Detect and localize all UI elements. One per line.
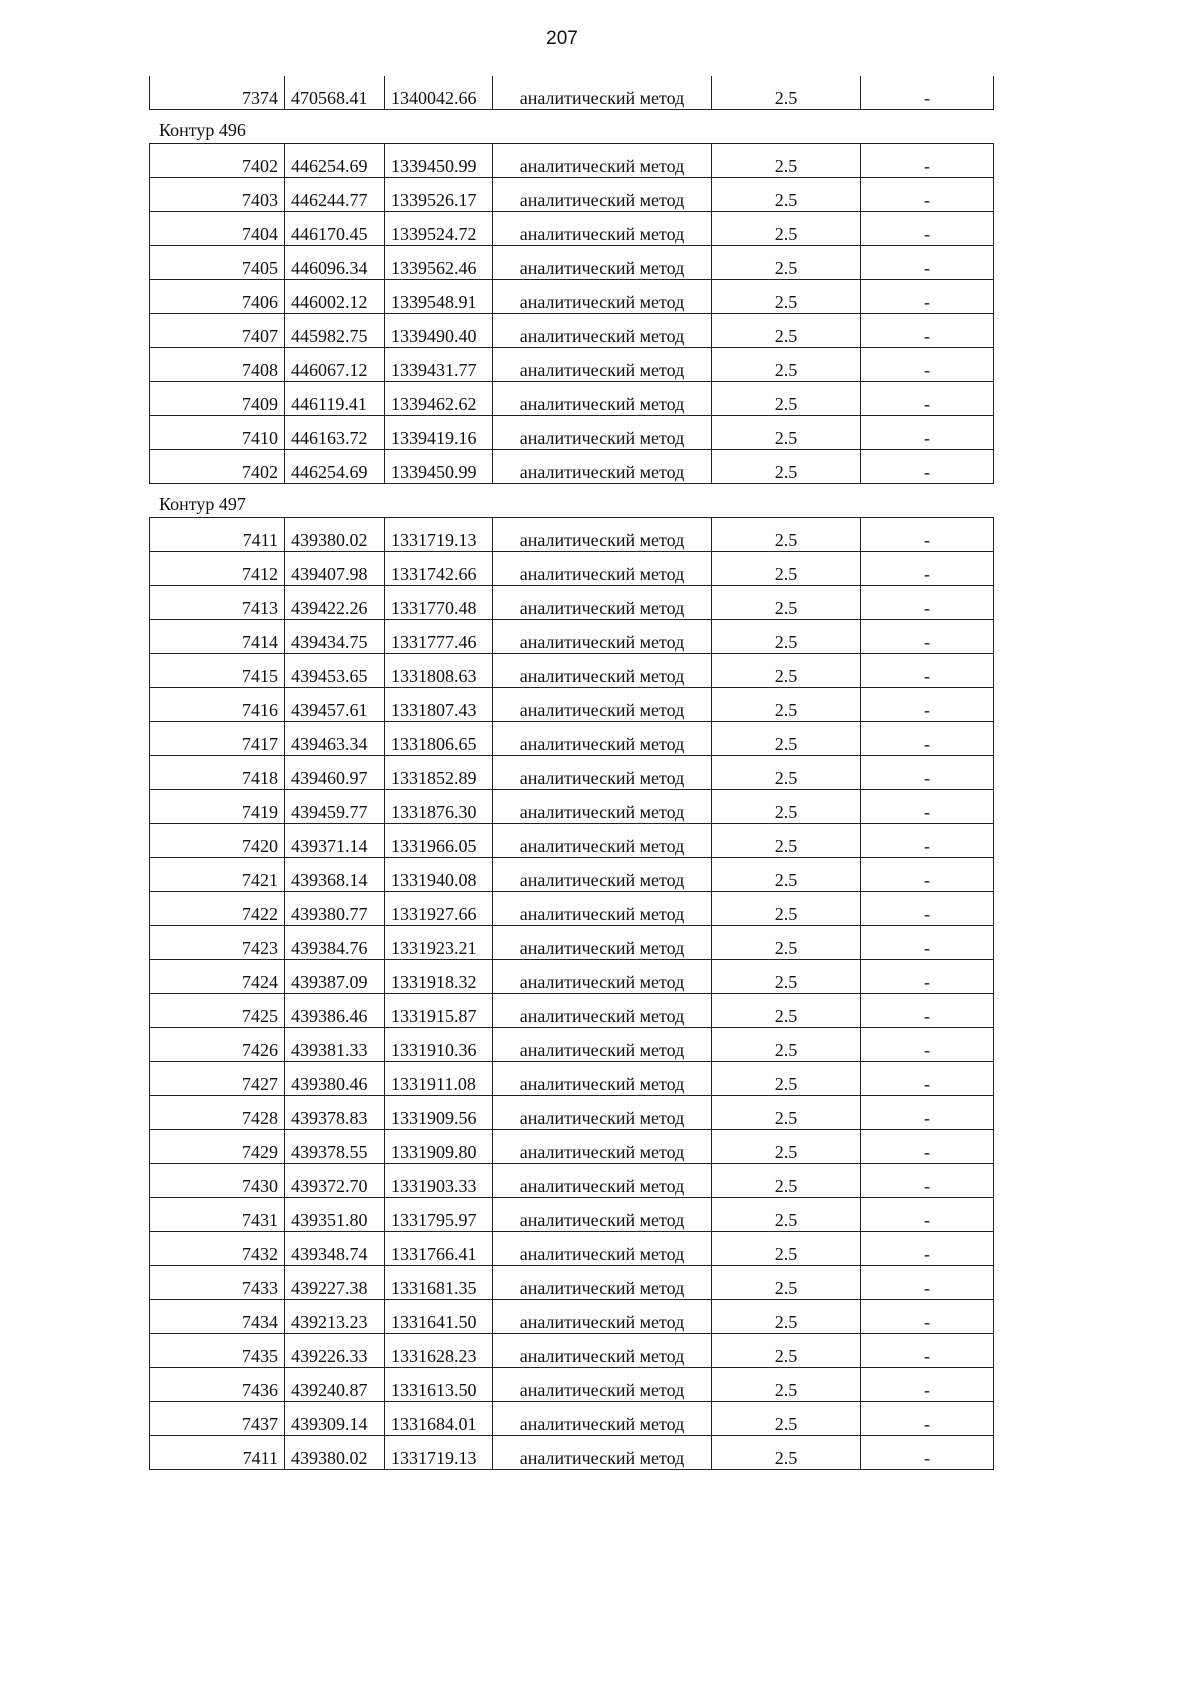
accuracy-value: 2.5	[712, 552, 861, 586]
accuracy-value: 2.5	[712, 756, 861, 790]
point-number: 7406	[150, 280, 285, 314]
y-coordinate: 1339548.91	[385, 280, 493, 314]
y-coordinate: 1339526.17	[385, 178, 493, 212]
x-coordinate: 446254.69	[285, 144, 385, 178]
x-coordinate: 446244.77	[285, 178, 385, 212]
point-number: 7410	[150, 416, 285, 450]
accuracy-value: 2.5	[712, 1130, 861, 1164]
determination-method: аналитический метод	[493, 926, 712, 960]
determination-method: аналитический метод	[493, 892, 712, 926]
y-coordinate: 1331852.89	[385, 756, 493, 790]
accuracy-value: 2.5	[712, 892, 861, 926]
accuracy-value: 2.5	[712, 178, 861, 212]
point-number: 7427	[150, 1062, 285, 1096]
point-number: 7418	[150, 756, 285, 790]
point-number: 7402	[150, 450, 285, 484]
description-cell: -	[861, 1198, 994, 1232]
point-number: 7421	[150, 858, 285, 892]
description-cell: -	[861, 348, 994, 382]
point-number: 7411	[150, 518, 285, 552]
determination-method: аналитический метод	[493, 348, 712, 382]
table-row	[150, 1266, 994, 1300]
point-number: 7403	[150, 178, 285, 212]
description-cell: -	[861, 1436, 994, 1470]
table-row	[150, 1096, 994, 1130]
x-coordinate: 439434.75	[285, 620, 385, 654]
point-number: 7423	[150, 926, 285, 960]
y-coordinate: 1339490.40	[385, 314, 493, 348]
table-row	[150, 348, 994, 382]
coordinates-table	[149, 76, 994, 110]
description-cell: -	[861, 382, 994, 416]
point-number: 7407	[150, 314, 285, 348]
description-cell: -	[861, 960, 994, 994]
description-cell: -	[861, 892, 994, 926]
y-coordinate: 1331911.08	[385, 1062, 493, 1096]
table-row	[150, 756, 994, 790]
coordinates-table	[149, 517, 994, 1470]
accuracy-value: 2.5	[712, 212, 861, 246]
y-coordinate: 1339419.16	[385, 416, 493, 450]
y-coordinate: 1331719.13	[385, 1436, 493, 1470]
description-cell: -	[861, 1096, 994, 1130]
point-number: 7409	[150, 382, 285, 416]
point-number: 7408	[150, 348, 285, 382]
x-coordinate: 439453.65	[285, 654, 385, 688]
accuracy-value: 2.5	[712, 620, 861, 654]
table-row	[150, 450, 994, 484]
table-row	[150, 858, 994, 892]
x-coordinate: 439227.38	[285, 1266, 385, 1300]
description-cell: -	[861, 1232, 994, 1266]
table-row	[150, 416, 994, 450]
point-number: 7424	[150, 960, 285, 994]
table-row	[150, 314, 994, 348]
determination-method: аналитический метод	[493, 1198, 712, 1232]
y-coordinate: 1331808.63	[385, 654, 493, 688]
table-row	[150, 722, 994, 756]
description-cell: -	[861, 76, 994, 110]
determination-method: аналитический метод	[493, 178, 712, 212]
accuracy-value: 2.5	[712, 518, 861, 552]
x-coordinate: 439460.97	[285, 756, 385, 790]
determination-method: аналитический метод	[493, 586, 712, 620]
y-coordinate: 1331807.43	[385, 688, 493, 722]
table-row	[150, 280, 994, 314]
table-row	[150, 178, 994, 212]
point-number: 7425	[150, 994, 285, 1028]
point-number: 7433	[150, 1266, 285, 1300]
accuracy-value: 2.5	[712, 654, 861, 688]
table-row	[150, 654, 994, 688]
point-number: 7412	[150, 552, 285, 586]
coordinates-document	[149, 76, 993, 1470]
determination-method: аналитический метод	[493, 76, 712, 110]
table-row	[150, 1334, 994, 1368]
determination-method: аналитический метод	[493, 1300, 712, 1334]
y-coordinate: 1331918.32	[385, 960, 493, 994]
accuracy-value: 2.5	[712, 1368, 861, 1402]
x-coordinate: 439386.46	[285, 994, 385, 1028]
determination-method: аналитический метод	[493, 1334, 712, 1368]
table-row	[150, 1130, 994, 1164]
accuracy-value: 2.5	[712, 790, 861, 824]
x-coordinate: 439384.76	[285, 926, 385, 960]
x-coordinate: 439380.02	[285, 1436, 385, 1470]
table-row	[150, 1198, 994, 1232]
accuracy-value: 2.5	[712, 416, 861, 450]
table-row	[150, 688, 994, 722]
description-cell: -	[861, 246, 994, 280]
determination-method: аналитический метод	[493, 790, 712, 824]
accuracy-value: 2.5	[712, 348, 861, 382]
determination-method: аналитический метод	[493, 518, 712, 552]
description-cell: -	[861, 1334, 994, 1368]
y-coordinate: 1331910.36	[385, 1028, 493, 1062]
table-row	[150, 960, 994, 994]
determination-method: аналитический метод	[493, 994, 712, 1028]
accuracy-value: 2.5	[712, 586, 861, 620]
accuracy-value: 2.5	[712, 1436, 861, 1470]
x-coordinate: 446002.12	[285, 280, 385, 314]
description-cell: -	[861, 314, 994, 348]
x-coordinate: 439457.61	[285, 688, 385, 722]
description-cell: -	[861, 1402, 994, 1436]
accuracy-value: 2.5	[712, 144, 861, 178]
description-cell: -	[861, 178, 994, 212]
x-coordinate: 446096.34	[285, 246, 385, 280]
accuracy-value: 2.5	[712, 382, 861, 416]
determination-method: аналитический метод	[493, 620, 712, 654]
y-coordinate: 1331927.66	[385, 892, 493, 926]
point-number: 7416	[150, 688, 285, 722]
description-cell: -	[861, 620, 994, 654]
x-coordinate: 446254.69	[285, 450, 385, 484]
table-row	[150, 1300, 994, 1334]
table-row	[150, 1062, 994, 1096]
determination-method: аналитический метод	[493, 1368, 712, 1402]
accuracy-value: 2.5	[712, 994, 861, 1028]
accuracy-value: 2.5	[712, 688, 861, 722]
point-number: 7404	[150, 212, 285, 246]
x-coordinate: 439372.70	[285, 1164, 385, 1198]
x-coordinate: 439240.87	[285, 1368, 385, 1402]
y-coordinate: 1339450.99	[385, 144, 493, 178]
point-number: 7419	[150, 790, 285, 824]
page-number: 207	[546, 28, 578, 49]
x-coordinate: 439368.14	[285, 858, 385, 892]
point-number: 7414	[150, 620, 285, 654]
y-coordinate: 1339431.77	[385, 348, 493, 382]
accuracy-value: 2.5	[712, 824, 861, 858]
y-coordinate: 1331940.08	[385, 858, 493, 892]
description-cell: -	[861, 144, 994, 178]
point-number: 7428	[150, 1096, 285, 1130]
description-cell: -	[861, 1300, 994, 1334]
table-row	[150, 1436, 994, 1470]
coordinates-table	[149, 143, 994, 484]
y-coordinate: 1331909.80	[385, 1130, 493, 1164]
accuracy-value: 2.5	[712, 280, 861, 314]
x-coordinate: 439422.26	[285, 586, 385, 620]
accuracy-value: 2.5	[712, 1334, 861, 1368]
accuracy-value: 2.5	[712, 1266, 861, 1300]
description-cell: -	[861, 994, 994, 1028]
description-cell: -	[861, 280, 994, 314]
accuracy-value: 2.5	[712, 314, 861, 348]
y-coordinate: 1331806.65	[385, 722, 493, 756]
description-cell: -	[861, 790, 994, 824]
determination-method: аналитический метод	[493, 314, 712, 348]
determination-method: аналитический метод	[493, 280, 712, 314]
point-number: 7426	[150, 1028, 285, 1062]
y-coordinate: 1339462.62	[385, 382, 493, 416]
table-row	[150, 926, 994, 960]
determination-method: аналитический метод	[493, 1436, 712, 1470]
y-coordinate: 1339450.99	[385, 450, 493, 484]
table-row	[150, 586, 994, 620]
accuracy-value: 2.5	[712, 858, 861, 892]
table-row	[150, 518, 994, 552]
table-row	[150, 994, 994, 1028]
point-number: 7405	[150, 246, 285, 280]
point-number: 7415	[150, 654, 285, 688]
y-coordinate: 1331966.05	[385, 824, 493, 858]
point-number: 7429	[150, 1130, 285, 1164]
x-coordinate: 439226.33	[285, 1334, 385, 1368]
accuracy-value: 2.5	[712, 1300, 861, 1334]
determination-method: аналитический метод	[493, 382, 712, 416]
determination-method: аналитический метод	[493, 416, 712, 450]
determination-method: аналитический метод	[493, 212, 712, 246]
table-row	[150, 620, 994, 654]
table-row	[150, 892, 994, 926]
description-cell: -	[861, 1164, 994, 1198]
x-coordinate: 470568.41	[285, 76, 385, 110]
point-number: 7434	[150, 1300, 285, 1334]
x-coordinate: 445982.75	[285, 314, 385, 348]
point-number: 7411	[150, 1436, 285, 1470]
table-row	[150, 1232, 994, 1266]
determination-method: аналитический метод	[493, 824, 712, 858]
y-coordinate: 1331777.46	[385, 620, 493, 654]
x-coordinate: 439371.14	[285, 824, 385, 858]
determination-method: аналитический метод	[493, 1062, 712, 1096]
y-coordinate: 1339524.72	[385, 212, 493, 246]
description-cell: -	[861, 1028, 994, 1062]
accuracy-value: 2.5	[712, 1096, 861, 1130]
determination-method: аналитический метод	[493, 858, 712, 892]
x-coordinate: 446163.72	[285, 416, 385, 450]
x-coordinate: 439378.83	[285, 1096, 385, 1130]
description-cell: -	[861, 722, 994, 756]
table-row	[150, 552, 994, 586]
x-coordinate: 439459.77	[285, 790, 385, 824]
description-cell: -	[861, 1062, 994, 1096]
description-cell: -	[861, 586, 994, 620]
table-row	[150, 382, 994, 416]
contour-label: Контур 497	[159, 494, 246, 514]
accuracy-value: 2.5	[712, 1402, 861, 1436]
description-cell: -	[861, 212, 994, 246]
determination-method: аналитический метод	[493, 722, 712, 756]
table-row	[150, 144, 994, 178]
y-coordinate: 1339562.46	[385, 246, 493, 280]
determination-method: аналитический метод	[493, 1130, 712, 1164]
description-cell: -	[861, 926, 994, 960]
y-coordinate: 1331770.48	[385, 586, 493, 620]
point-number: 7430	[150, 1164, 285, 1198]
point-number: 7422	[150, 892, 285, 926]
determination-method: аналитический метод	[493, 688, 712, 722]
point-number: 7432	[150, 1232, 285, 1266]
x-coordinate: 439348.74	[285, 1232, 385, 1266]
point-number: 7417	[150, 722, 285, 756]
determination-method: аналитический метод	[493, 654, 712, 688]
accuracy-value: 2.5	[712, 722, 861, 756]
accuracy-value: 2.5	[712, 1062, 861, 1096]
accuracy-value: 2.5	[712, 926, 861, 960]
determination-method: аналитический метод	[493, 1096, 712, 1130]
accuracy-value: 2.5	[712, 1198, 861, 1232]
x-coordinate: 439378.55	[285, 1130, 385, 1164]
x-coordinate: 439309.14	[285, 1402, 385, 1436]
x-coordinate: 446170.45	[285, 212, 385, 246]
point-number: 7437	[150, 1402, 285, 1436]
table-row	[150, 1164, 994, 1198]
y-coordinate: 1331719.13	[385, 518, 493, 552]
table-row	[150, 1402, 994, 1436]
point-number: 7374	[150, 76, 285, 110]
description-cell: -	[861, 416, 994, 450]
description-cell: -	[861, 518, 994, 552]
y-coordinate: 1331613.50	[385, 1368, 493, 1402]
y-coordinate: 1331876.30	[385, 790, 493, 824]
y-coordinate: 1331681.35	[385, 1266, 493, 1300]
accuracy-value: 2.5	[712, 1028, 861, 1062]
x-coordinate: 446067.12	[285, 348, 385, 382]
determination-method: аналитический метод	[493, 1164, 712, 1198]
accuracy-value: 2.5	[712, 246, 861, 280]
x-coordinate: 439380.02	[285, 518, 385, 552]
y-coordinate: 1340042.66	[385, 76, 493, 110]
description-cell: -	[861, 1266, 994, 1300]
determination-method: аналитический метод	[493, 552, 712, 586]
description-cell: -	[861, 552, 994, 586]
point-number: 7435	[150, 1334, 285, 1368]
description-cell: -	[861, 1368, 994, 1402]
y-coordinate: 1331909.56	[385, 1096, 493, 1130]
y-coordinate: 1331915.87	[385, 994, 493, 1028]
y-coordinate: 1331795.97	[385, 1198, 493, 1232]
accuracy-value: 2.5	[712, 960, 861, 994]
accuracy-value: 2.5	[712, 450, 861, 484]
table-row	[150, 246, 994, 280]
x-coordinate: 439407.98	[285, 552, 385, 586]
determination-method: аналитический метод	[493, 1232, 712, 1266]
x-coordinate: 439381.33	[285, 1028, 385, 1062]
description-cell: -	[861, 1130, 994, 1164]
point-number: 7402	[150, 144, 285, 178]
x-coordinate: 439213.23	[285, 1300, 385, 1334]
contour-label: Контур 496	[159, 120, 246, 140]
determination-method: аналитический метод	[493, 450, 712, 484]
accuracy-value: 2.5	[712, 76, 861, 110]
x-coordinate: 439387.09	[285, 960, 385, 994]
point-number: 7420	[150, 824, 285, 858]
table-row	[150, 76, 994, 110]
determination-method: аналитический метод	[493, 960, 712, 994]
description-cell: -	[861, 654, 994, 688]
y-coordinate: 1331923.21	[385, 926, 493, 960]
accuracy-value: 2.5	[712, 1232, 861, 1266]
x-coordinate: 439380.46	[285, 1062, 385, 1096]
determination-method: аналитический метод	[493, 756, 712, 790]
determination-method: аналитический метод	[493, 144, 712, 178]
y-coordinate: 1331903.33	[385, 1164, 493, 1198]
description-cell: -	[861, 756, 994, 790]
y-coordinate: 1331628.23	[385, 1334, 493, 1368]
point-number: 7436	[150, 1368, 285, 1402]
point-number: 7431	[150, 1198, 285, 1232]
y-coordinate: 1331641.50	[385, 1300, 493, 1334]
description-cell: -	[861, 688, 994, 722]
description-cell: -	[861, 858, 994, 892]
point-number: 7413	[150, 586, 285, 620]
x-coordinate: 439380.77	[285, 892, 385, 926]
x-coordinate: 446119.41	[285, 382, 385, 416]
table-row	[150, 824, 994, 858]
x-coordinate: 439351.80	[285, 1198, 385, 1232]
determination-method: аналитический метод	[493, 246, 712, 280]
y-coordinate: 1331766.41	[385, 1232, 493, 1266]
table-row	[150, 212, 994, 246]
determination-method: аналитический метод	[493, 1266, 712, 1300]
description-cell: -	[861, 824, 994, 858]
description-cell: -	[861, 450, 994, 484]
accuracy-value: 2.5	[712, 1164, 861, 1198]
y-coordinate: 1331742.66	[385, 552, 493, 586]
determination-method: аналитический метод	[493, 1028, 712, 1062]
table-row	[150, 790, 994, 824]
determination-method: аналитический метод	[493, 1402, 712, 1436]
table-row	[150, 1028, 994, 1062]
x-coordinate: 439463.34	[285, 722, 385, 756]
y-coordinate: 1331684.01	[385, 1402, 493, 1436]
table-row	[150, 1368, 994, 1402]
